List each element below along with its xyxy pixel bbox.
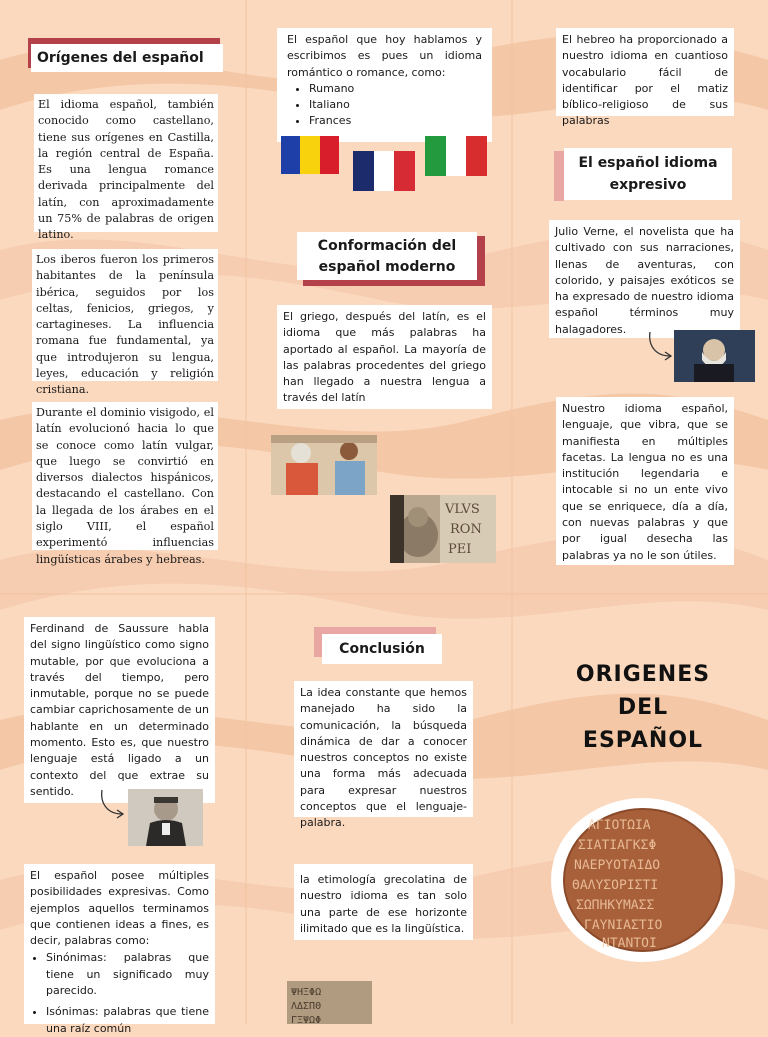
panel2-title: Conformación del español moderno (297, 232, 477, 280)
svg-text:ΓΑΥΝΙΑΣΤΙΟ: ΓΑΥΝΙΑΣΤΙΟ (584, 918, 663, 933)
julio-verne-portrait (674, 330, 755, 382)
svg-text:ΑΓΙΟΤΩΙΑ: ΑΓΙΟΤΩΙΑ (588, 818, 651, 833)
verne-paragraph: Julio Verne, el novelista que ha cultivado con sus narraciones, llenas de aventuras, con colorido, y paisajes exóticos se ha expresado de nuestro idioma español términos muy halagadores. (549, 220, 740, 338)
cover-title-line: ORIGENES (575, 662, 711, 687)
expressive-box (24, 864, 215, 1035)
svg-text:ΝΤΑΝΤΟΙ: ΝΤΑΝΤΟΙ (602, 936, 657, 951)
romance-intro: El español que hoy hablamos y escribimos es pues un idioma romántico o romance, como: (287, 33, 482, 79)
romania-flag (281, 136, 339, 174)
italy-flag (425, 136, 487, 176)
language-item: • Rumano (309, 81, 482, 97)
ancient-script-image (287, 981, 372, 1024)
svg-text:ΘΑΛΥΣΟΡΙΣΤΙ: ΘΑΛΥΣΟΡΙΣΤΙ (572, 878, 659, 893)
word-type-item: • Sinónimas: palabras que tiene un significado muy parecido. (46, 950, 209, 999)
svg-text:PEI: PEI (448, 542, 472, 557)
saussure-paragraph: Ferdinand de Saussure habla del signo lingüístico como signo mutable, por que evoluciona a través del tiempo, pero inmutable, porque no se puede cambiar caprichosamente de un hablante en un determinado momento. Esto es, que nuestro lenguaje está ligado a un contexto del que extrae su sentido. (24, 617, 215, 803)
panel1-title: Orígenes del español (31, 44, 223, 72)
etymology-paragraph: la etimología grecolatina de nuestro idioma es tan solo una parte de ese horizonte ilimitado que es la lingüística. (294, 864, 473, 940)
expressive-intro: El español posee múltiples posibilidades expresivas. Como ejemplos aquellos terminamos que contienen ideas a fines, es decir, palabras como: (30, 869, 209, 948)
visigodo-paragraph: Durante el dominio visigodo, el latín evolucionó hacia lo que se conoce como latín vulgar, que luego se convirtió en diversos dialectos hispánicos, destacando el castellano. Con la llegada de los árabes en el siglo VIII, el español experimentó influencias lingüísticas árabes y hebreas. (32, 402, 218, 550)
curved-arrow-icon (98, 788, 126, 820)
language-item: • Frances (309, 113, 482, 129)
philosophers-image (271, 435, 377, 495)
hebrew-paragraph: El hebreo ha proporcionado a nuestro idioma en cuantioso vocabulario fácil de identificar por el matiz bíblico-religioso de sus palabras (556, 28, 734, 116)
svg-text:VLVS: VLVS (445, 502, 480, 517)
svg-text:ΣΙΑΤΙΑΓΚΣΦ: ΣΙΑΤΙΑΓΚΣΦ (578, 838, 657, 853)
language-item: • Italiano (309, 97, 482, 113)
origin-paragraph: El idioma español, también conocido como castellano, tiene sus orígenes en Castilla, la región central de España. Es una lengua romance derivada principalmente del latín, con aproximadamente un 75% de palabras de origen latino. (34, 94, 218, 232)
statue-inscription-image (390, 495, 496, 563)
svg-text:ΨΗΞΦΩ: ΨΗΞΦΩ (291, 987, 322, 998)
svg-text:ΛΔΣΠΘ: ΛΔΣΠΘ (291, 1001, 322, 1012)
conclusion-paragraph: La idea constante que hemos manejado ha sido la comunicación, la búsqueda dinámica de dar a conocer nuestros conceptos no existe una forma más adecuada para expresar nuestros conceptos que el lenguaje-palabra. (294, 681, 473, 817)
cover-title-line: ESPAÑOL (582, 728, 704, 753)
greek-inscription-tablet (550, 797, 736, 963)
svg-text:ΣΩΠΗΚΥΜΑΣΣ: ΣΩΠΗΚΥΜΑΣΣ (576, 898, 655, 913)
cover-title (560, 658, 726, 757)
svg-text:ΝΑΕΡΥΟΤΑΙΔΟ: ΝΑΕΡΥΟΤΑΙΔΟ (574, 858, 661, 873)
panel5-title: Conclusión (322, 634, 442, 664)
svg-text:RON: RON (450, 522, 482, 537)
curved-arrow-icon (646, 330, 674, 362)
title-accent (554, 151, 564, 201)
saussure-portrait (128, 789, 203, 846)
svg-text:ΓΞΨΩΦ: ΓΞΨΩΦ (291, 1015, 322, 1024)
cover-title-line: DEL (617, 695, 669, 720)
living-language-paragraph: Nuestro idioma español, lenguaje, que vibra, que se manifiesta en múltiples facetas. La lengua no es una institución legendaria e intocable si no un ente vivo que se enriquece, día a día, con nuevas palabras y que por igual desecha las palabras ya no le son útiles. (556, 397, 734, 565)
romance-language-list (287, 81, 482, 130)
france-flag (353, 151, 415, 191)
greek-paragraph: El griego, después del latín, es el idioma que más palabras ha aportado al español. La mayoría de las palabras procedentes del griego han llegado a nuestra lengua a través del latín (277, 305, 492, 409)
word-type-item: • Isónimas: palabras que tiene una raíz común (46, 1004, 209, 1037)
panel3-title: El español idioma expresivo (564, 148, 732, 200)
romance-languages-box (277, 28, 492, 142)
iberos-paragraph: Los iberos fueron los primeros habitantes de la península ibérica, seguidos por los celtas, fenicios, griegos, y cartagineses. La influencia romana fue fundamental, ya que introdujeron su lengua, leyes, educación y religión cristiana. (32, 249, 218, 381)
